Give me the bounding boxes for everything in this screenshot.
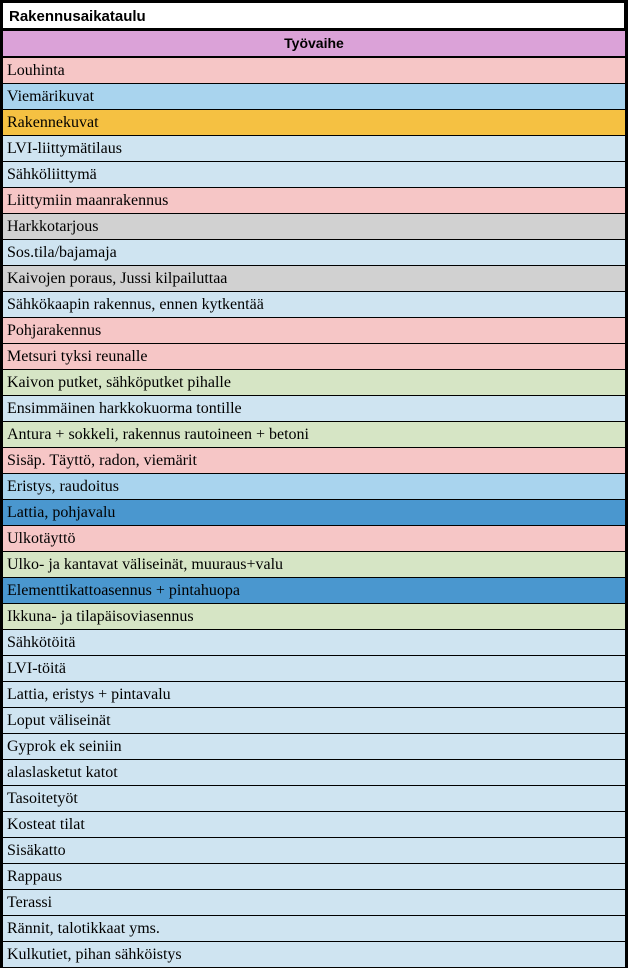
task-row-cell[interactable]: Harkkotarjous — [3, 214, 625, 239]
task-row-cell[interactable]: Ikkuna- ja tilapäisoviasennus — [3, 604, 625, 629]
task-row-cell[interactable]: Liittymiin maanrakennus — [3, 188, 625, 213]
task-row-cell[interactable]: LVI-liittymätilaus — [3, 136, 625, 161]
task-row-cell[interactable]: Loput väliseinät — [3, 708, 625, 733]
task-row-cell[interactable]: Lattia, pohjavalu — [3, 500, 625, 525]
task-row-cell[interactable]: Gyprok ek seiniin — [3, 734, 625, 759]
task-row-cell[interactable]: Viemärikuvat — [3, 84, 625, 109]
task-row-cell[interactable]: Kosteat tilat — [3, 812, 625, 837]
task-row-cell[interactable]: Sähkökaapin rakennus, ennen kytkentää — [3, 292, 625, 317]
task-row-cell[interactable]: Kaivon putket, sähköputket pihalle — [3, 370, 625, 395]
task-row-cell[interactable]: LVI-töitä — [3, 656, 625, 681]
task-row-cell[interactable]: Rakennekuvat — [3, 110, 625, 135]
sheet-title-cell[interactable]: Rakennusaikataulu — [2, 2, 625, 29]
task-row-cell[interactable]: Kulkutiet, pihan sähköistys — [3, 942, 625, 967]
task-row-cell[interactable]: Sisäp. Täyttö, radon, viemärit — [3, 448, 625, 473]
task-row-cell[interactable]: Sisäkatto — [3, 838, 625, 863]
task-list — [3, 58, 625, 968]
task-row-cell[interactable]: Elementtikattoasennus + pintahuopa — [3, 578, 625, 603]
task-row-cell[interactable]: Metsuri tyksi reunalle — [3, 344, 625, 369]
task-row-cell[interactable]: Kaivojen poraus, Jussi kilpailuttaa — [3, 266, 625, 291]
task-row-cell[interactable]: Sähkötöitä — [3, 630, 625, 655]
task-row-cell[interactable]: Louhinta — [3, 58, 625, 83]
task-row-cell[interactable]: Pohjarakennus — [3, 318, 625, 343]
task-row-cell[interactable]: Ulko- ja kantavat väliseinät, muuraus+valu — [3, 552, 625, 577]
task-row-cell[interactable]: Sähköliittymä — [3, 162, 625, 187]
task-row-cell[interactable]: Rappaus — [3, 864, 625, 889]
task-row-cell[interactable]: Antura + sokkeli, rakennus rautoineen + betoni — [3, 422, 625, 447]
task-row-cell[interactable]: alaslasketut katot — [3, 760, 625, 785]
task-row-cell[interactable]: Ulkotäyttö — [3, 526, 625, 551]
task-row-cell[interactable]: Terassi — [3, 890, 625, 915]
task-row-cell[interactable]: Eristys, raudoitus — [3, 474, 625, 499]
task-row-cell[interactable]: Lattia, eristys + pintavalu — [3, 682, 625, 707]
task-row-cell[interactable]: Ensimmäinen harkkokuorma tontille — [3, 396, 625, 421]
task-row-cell[interactable]: Tasoitetyöt — [3, 786, 625, 811]
column-header-cell[interactable]: Työvaihe — [3, 31, 625, 56]
task-row-cell[interactable]: Sos.tila/bajamaja — [3, 240, 625, 265]
task-row-cell[interactable]: Rännit, talotikkaat yms. — [3, 916, 625, 941]
